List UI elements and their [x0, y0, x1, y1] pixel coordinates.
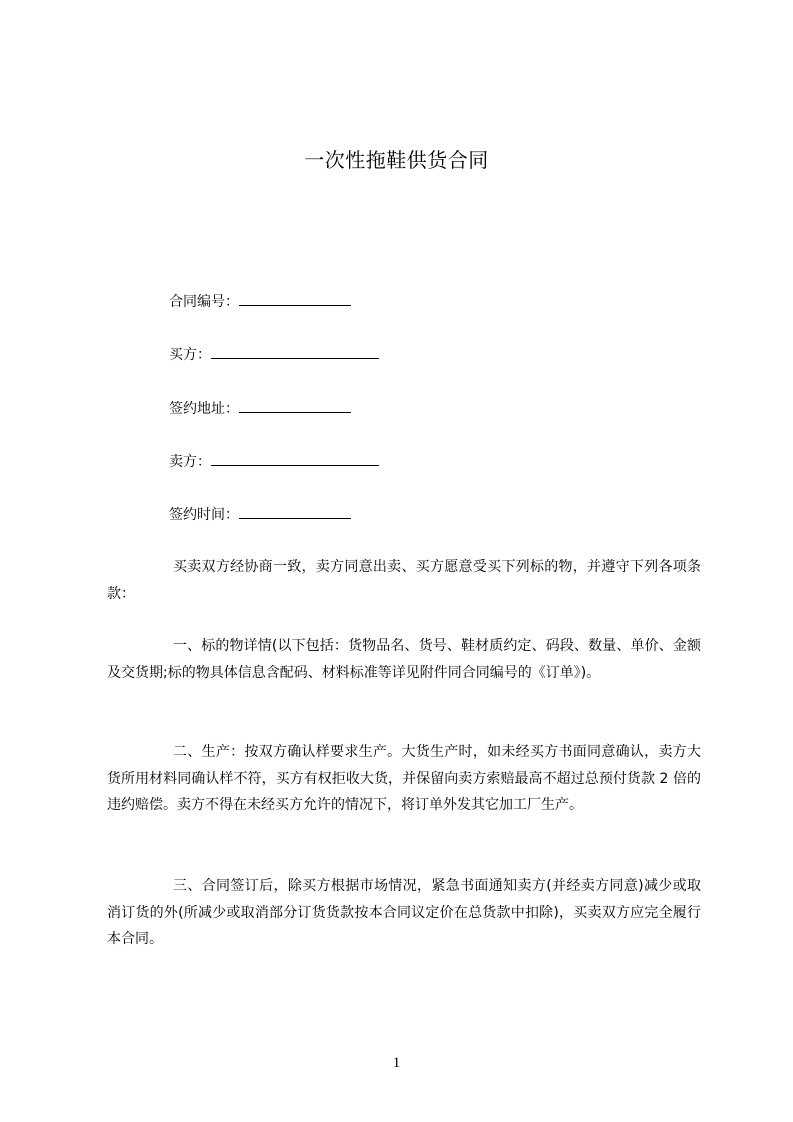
- clause-2-paragraph: 二、生产：按双方确认样要求生产。大货生产时，如未经买方书面同意确认，卖方大货所用材料同确认样不符，买方有权拒收大货，并保留向卖方索赔最高不超过总预付货款 2 倍的违约赔偿。卖方不得在未经买方允许的情况下，将订单外发其它加工厂生产。: [107, 744, 701, 813]
- signing-address-field: [169, 399, 351, 419]
- intro-paragraph: 买卖双方经协商一致，卖方同意出卖、买方愿意受买下列标的物，并遵守下列各项条款：: [107, 559, 701, 602]
- seller-label: 卖方：: [169, 454, 211, 470]
- buyer-field: [169, 345, 379, 365]
- clause-1-paragraph: 一、标的物详情(以下包括：货物品名、货号、鞋材质约定、码段、数量、单价、金额及交货期;标的物具体信息含配码、材料标准等详见附件同合同编号的《订单》)。: [107, 638, 701, 681]
- clause-3-paragraph: 三、合同签订后，除买方根据市场情况，紧急书面通知卖方(并经卖方同意)减少或取消订货的外(所减少或取消部分订货货款按本合同议定价在总货款中扣除)，买卖双方应完全履行本合同。: [107, 878, 701, 947]
- contract-number-blank: [239, 293, 351, 306]
- signing-address-blank: [239, 400, 351, 413]
- buyer-blank: [211, 346, 379, 359]
- signing-address-label: 签约地址：: [169, 401, 239, 417]
- seller-field: [169, 452, 379, 472]
- signing-time-field: [169, 505, 351, 525]
- buyer-label: 买方：: [169, 347, 211, 363]
- contract-number-field: [169, 292, 351, 312]
- seller-blank: [211, 453, 379, 466]
- signing-time-blank: [239, 506, 351, 519]
- document-title: 一次性拖鞋供货合同: [304, 148, 489, 172]
- contract-number-label: 合同编号：: [169, 294, 239, 310]
- page-number: 1: [392, 1055, 401, 1071]
- signing-time-label: 签约时间：: [169, 507, 239, 523]
